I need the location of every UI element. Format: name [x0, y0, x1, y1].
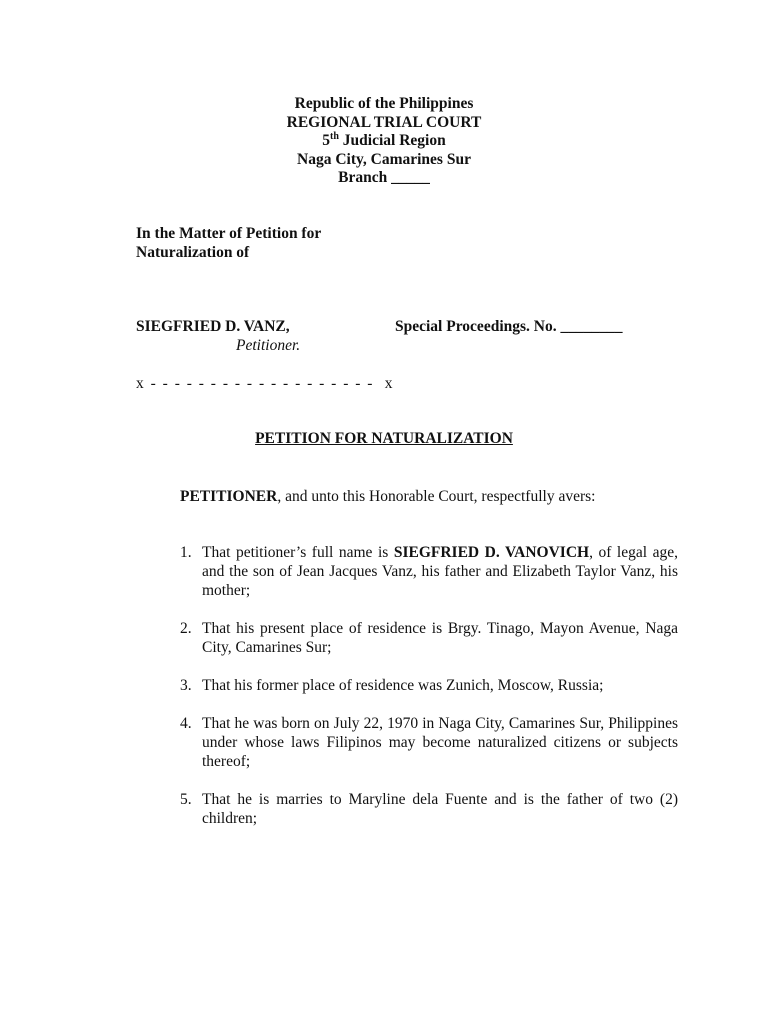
- caption-separator: x - - - - - - - - - - - - - - - - - - - x: [136, 375, 394, 392]
- item-number: 4.: [180, 715, 192, 732]
- item-number: 1.: [180, 544, 192, 561]
- item-text: That his former place of residence was Zunich, Moscow, Russia;: [202, 677, 604, 694]
- item-number: 3.: [180, 677, 192, 694]
- intro-paragraph: [136, 487, 678, 506]
- item-number: 5.: [180, 791, 192, 808]
- item-text: That he is marries to Maryline dela Fuente and is the father of two (2) children;: [202, 791, 678, 827]
- petitioner-role: Petitioner.: [236, 337, 301, 354]
- item-text: That he was born on July 22, 1970 in Naga City, Camarines Sur, Philippines under whose laws Filipinos may become naturalized citizens or subjects thereof;: [202, 715, 678, 770]
- header-city: Naga City, Camarines Sur: [297, 150, 471, 168]
- court-header: [0, 95, 768, 188]
- item-number: 2.: [180, 620, 192, 637]
- item-text: That petitioner’s full name is: [202, 544, 394, 561]
- header-region-text: Judicial Region: [338, 132, 446, 150]
- petitioner-name: SIEGFRIED D. VANZ,: [136, 318, 290, 335]
- intro-text: , and unto this Honorable Court, respectfully avers:: [277, 488, 596, 505]
- header-region: [0, 132, 768, 151]
- allegations-list: [136, 543, 678, 847]
- matter-line-1: In the Matter of Petition for: [136, 225, 322, 242]
- header-region-suffix: th: [330, 131, 339, 143]
- list-item: [136, 790, 678, 828]
- header-branch: Branch _____: [338, 169, 430, 187]
- header-republic: Republic of the Philippines: [294, 95, 474, 112]
- header-court: REGIONAL TRIAL COURT: [286, 113, 482, 131]
- list-item: [136, 619, 678, 657]
- item-bold-text: SIEGFRIED D. VANOVICH: [393, 544, 590, 561]
- list-item: [136, 676, 678, 695]
- list-item: [136, 543, 678, 600]
- matter-line-2: Naturalization of: [136, 243, 250, 261]
- special-proceedings-number: Special Proceedings. No. ________: [395, 318, 623, 335]
- item-text: That his present place of residence is Brgy. Tinago, Mayon Avenue, Naga City, Camarines Sur;: [202, 620, 678, 656]
- item-text-tail: , of legal age, and the son of Jean Jacques Vanz, his father and Elizabeth Taylor Vanz, his mother;: [202, 544, 678, 599]
- header-region-number: 5: [322, 132, 331, 150]
- intro-bold-lead: PETITIONER: [180, 488, 278, 505]
- case-matter: [136, 225, 321, 262]
- document-title: PETITION FOR NATURALIZATION: [255, 430, 513, 447]
- list-item: [136, 714, 678, 771]
